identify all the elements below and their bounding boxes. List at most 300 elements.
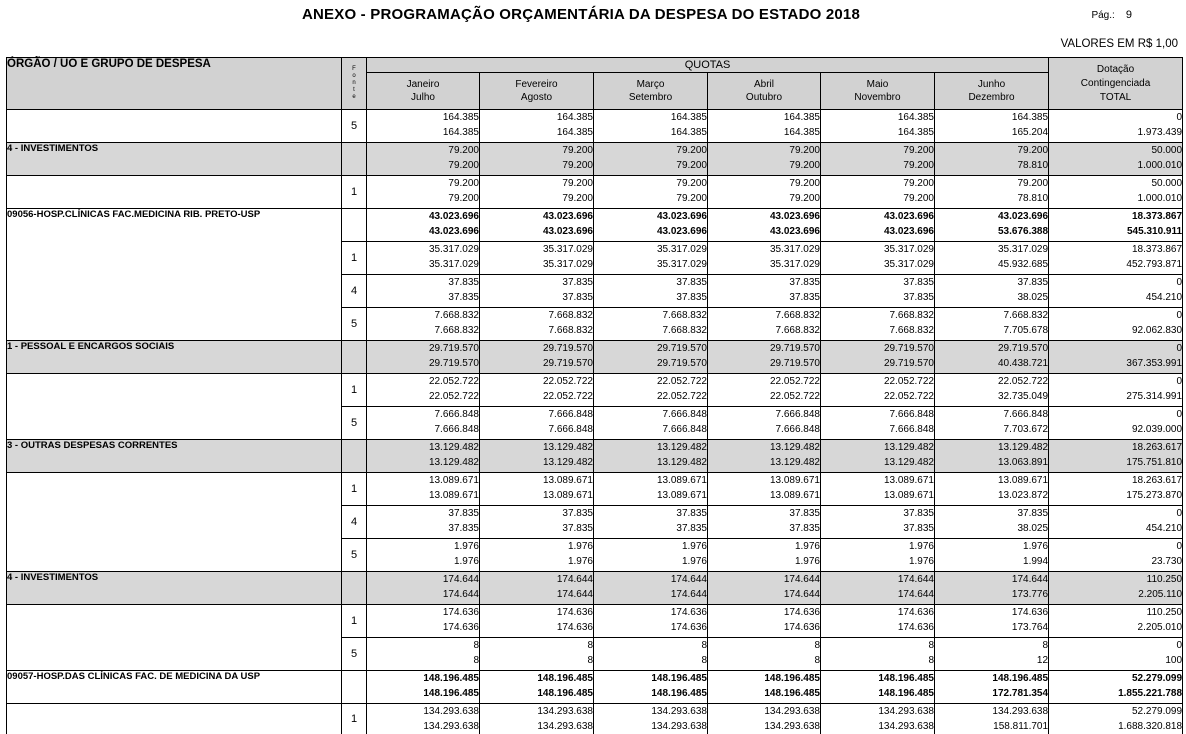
quota-cell [821,572,935,605]
quota-cell [708,341,821,374]
table-row [7,671,1183,704]
quota-cell [935,374,1049,407]
quota-cell [708,143,821,176]
quota-cell [935,242,1049,275]
column-header-dotacao: Dotação Contingenciada TOTAL [1049,58,1183,110]
row-label [7,176,342,209]
value-top: 174.644 [821,572,934,587]
value-top: 18.373.867 [1049,209,1182,224]
value-top: 110.250 [1049,605,1182,620]
value-bottom: 1.000.010 [1049,158,1182,173]
quota-cell [480,506,594,539]
row-label [7,638,342,671]
value-top: 13.129.482 [935,440,1048,455]
value-bottom: 13.089.671 [594,488,707,503]
value-top: 43.023.696 [821,209,934,224]
value-top: 1.976 [708,539,820,554]
value-top: 1.976 [367,539,479,554]
value-bottom: 8 [708,653,820,668]
quota-cell [367,704,480,734]
value-top: 43.023.696 [367,209,479,224]
table-row [7,176,1183,209]
value-top: 8 [708,638,820,653]
value-bottom: 78.810 [935,158,1048,173]
quota-cell [594,110,708,143]
value-bottom: 134.293.638 [708,719,820,734]
value-top: 0 [1049,341,1182,356]
budget-table [6,57,1183,734]
quota-cell [821,605,935,638]
total-cell [1049,110,1183,143]
value-top: 79.200 [594,176,707,191]
value-bottom: 134.293.638 [367,719,479,734]
row-label [7,506,342,539]
quota-cell [594,638,708,671]
total-cell [1049,473,1183,506]
value-top: 7.668.832 [367,308,479,323]
quota-cell [821,242,935,275]
value-top: 35.317.029 [367,242,479,257]
column-header-month: Maio Novembro [821,73,935,110]
value-bottom: 164.385 [708,125,820,140]
quota-cell [821,473,935,506]
quota-cell [480,308,594,341]
value-top: 79.200 [708,176,820,191]
value-top: 0 [1049,506,1182,521]
value-bottom: 1.688.320.818 [1049,719,1182,734]
quota-cell [594,539,708,572]
quota-cell [594,440,708,473]
quota-cell [480,638,594,671]
total-cell [1049,176,1183,209]
quota-cell [367,176,480,209]
value-bottom: 43.023.696 [708,224,820,239]
quota-cell [935,341,1049,374]
total-cell [1049,374,1183,407]
quota-cell [367,605,480,638]
value-top: 29.719.570 [821,341,934,356]
value-bottom: 79.200 [594,158,707,173]
quota-cell [594,506,708,539]
quota-cell [480,572,594,605]
table-row [7,473,1183,506]
value-top: 50.000 [1049,176,1182,191]
value-bottom: 174.644 [821,587,934,602]
value-top: 13.129.482 [480,440,593,455]
value-top: 7.666.848 [821,407,934,422]
value-bottom: 174.636 [821,620,934,635]
value-top: 164.385 [708,110,820,125]
quota-cell [821,176,935,209]
value-bottom: 148.196.485 [594,686,707,701]
page-number: 9 [1126,9,1132,21]
value-top: 134.293.638 [367,704,479,719]
value-bottom: 78.810 [935,191,1048,206]
total-cell [1049,143,1183,176]
value-top: 110.250 [1049,572,1182,587]
quota-cell [594,407,708,440]
total-cell [1049,242,1183,275]
quota-cell [480,209,594,242]
quota-cell [708,506,821,539]
row-label: 3 - OUTRAS DESPESAS CORRENTES [7,440,342,473]
value-top: 134.293.638 [480,704,593,719]
value-top: 174.636 [594,605,707,620]
value-top: 7.668.832 [935,308,1048,323]
value-bottom: 275.314.991 [1049,389,1182,404]
value-bottom: 158.811.701 [935,719,1048,734]
quota-cell [367,242,480,275]
value-bottom: 1.000.010 [1049,191,1182,206]
quota-cell [821,671,935,704]
fonte-cell: 5 [342,110,367,143]
value-bottom: 452.793.871 [1049,257,1182,272]
quota-cell [367,341,480,374]
quota-cell [708,110,821,143]
total-cell [1049,341,1183,374]
value-top: 18.263.617 [1049,473,1182,488]
value-bottom: 7.666.848 [480,422,593,437]
value-bottom: 13.129.482 [480,455,593,470]
table-row [7,539,1183,572]
value-bottom: 165.204 [935,125,1048,140]
table-row [7,407,1183,440]
quota-cell [594,143,708,176]
quota-cell [821,638,935,671]
value-bottom: 79.200 [821,158,934,173]
value-bottom: 7.668.832 [367,323,479,338]
value-top: 1.976 [935,539,1048,554]
value-top: 164.385 [935,110,1048,125]
value-top: 1.976 [821,539,934,554]
total-cell [1049,506,1183,539]
report-title: ANEXO - PROGRAMAÇÃO ORÇAMENTÁRIA DA DESPESA DO ESTADO 2018 [0,6,1186,23]
table-row [7,209,1183,242]
quota-cell [935,275,1049,308]
value-top: 148.196.485 [935,671,1048,686]
value-bottom: 32.735.049 [935,389,1048,404]
value-bottom: 29.719.570 [594,356,707,371]
value-bottom: 37.835 [480,521,593,536]
value-top: 174.644 [367,572,479,587]
quota-cell [708,275,821,308]
value-top: 22.052.722 [821,374,934,389]
quota-cell [594,308,708,341]
value-bottom: 174.644 [594,587,707,602]
value-bottom: 1.976 [821,554,934,569]
value-bottom: 37.835 [708,521,820,536]
table-row [7,704,1183,734]
quota-cell [367,110,480,143]
table-row [7,506,1183,539]
value-bottom: 2.205.010 [1049,620,1182,635]
value-top: 37.835 [367,506,479,521]
value-bottom: 8 [594,653,707,668]
quota-cell [367,539,480,572]
value-bottom: 7.668.832 [480,323,593,338]
quota-cell [594,275,708,308]
total-cell [1049,605,1183,638]
table-body [7,110,1183,734]
quota-cell [821,374,935,407]
fonte-cell [342,671,367,704]
value-top: 37.835 [935,506,1048,521]
quota-cell [594,572,708,605]
value-top: 79.200 [935,176,1048,191]
value-bottom: 37.835 [594,521,707,536]
value-top: 37.835 [821,506,934,521]
page-label: Pág.: [1091,10,1114,21]
value-bottom: 1.994 [935,554,1048,569]
value-bottom: 40.438.721 [935,356,1048,371]
value-bottom: 148.196.485 [821,686,934,701]
value-top: 37.835 [935,275,1048,290]
value-top: 29.719.570 [594,341,707,356]
value-bottom: 174.644 [708,587,820,602]
value-top: 35.317.029 [594,242,707,257]
quota-cell [480,704,594,734]
value-top: 29.719.570 [480,341,593,356]
quota-cell [594,671,708,704]
value-top: 35.317.029 [935,242,1048,257]
value-top: 7.666.848 [367,407,479,422]
currency-note: VALORES EM R$ 1,00 [1061,38,1178,50]
value-top: 8 [935,638,1048,653]
fonte-cell: 1 [342,704,367,734]
row-label: 4 - INVESTIMENTOS [7,143,342,176]
fonte-cell: 1 [342,176,367,209]
value-top: 8 [594,638,707,653]
value-bottom: 173.764 [935,620,1048,635]
quota-cell [935,572,1049,605]
quota-cell [594,605,708,638]
column-header-quotas: QUOTAS [367,58,1049,73]
value-bottom: 100 [1049,653,1182,668]
value-top: 174.636 [821,605,934,620]
value-top: 1.976 [480,539,593,554]
value-top: 174.644 [935,572,1048,587]
quota-cell [935,407,1049,440]
value-top: 37.835 [594,506,707,521]
quota-cell [480,671,594,704]
value-bottom: 79.200 [821,191,934,206]
table-row [7,374,1183,407]
quota-cell [821,440,935,473]
value-top: 13.089.671 [594,473,707,488]
value-bottom: 38.025 [935,290,1048,305]
value-bottom: 45.932.685 [935,257,1048,272]
row-label: 4 - INVESTIMENTOS [7,572,342,605]
quota-cell [480,473,594,506]
row-label [7,308,342,341]
quota-cell [935,110,1049,143]
value-top: 37.835 [708,275,820,290]
quota-cell [594,209,708,242]
quota-cell [708,572,821,605]
total-cell [1049,308,1183,341]
value-top: 8 [367,638,479,653]
value-top: 79.200 [821,143,934,158]
value-top: 79.200 [480,176,593,191]
quota-cell [367,506,480,539]
value-bottom: 13.089.671 [480,488,593,503]
quota-cell [708,605,821,638]
value-top: 79.200 [367,143,479,158]
value-bottom: 23.730 [1049,554,1182,569]
value-top: 52.279.099 [1049,671,1182,686]
total-cell [1049,440,1183,473]
value-bottom: 1.973.439 [1049,125,1182,140]
value-top: 22.052.722 [935,374,1048,389]
table-row [7,605,1183,638]
quota-cell [935,473,1049,506]
value-bottom: 43.023.696 [480,224,593,239]
quota-cell [708,242,821,275]
quota-cell [480,110,594,143]
value-bottom: 43.023.696 [594,224,707,239]
value-bottom: 13.129.482 [708,455,820,470]
value-top: 174.636 [480,605,593,620]
value-bottom: 7.666.848 [708,422,820,437]
fonte-cell [342,143,367,176]
column-header-month: Fevereiro Agosto [480,73,594,110]
value-top: 22.052.722 [367,374,479,389]
value-bottom: 134.293.638 [480,719,593,734]
value-top: 37.835 [708,506,820,521]
value-bottom: 8 [367,653,479,668]
value-bottom: 43.023.696 [367,224,479,239]
value-bottom: 13.089.671 [708,488,820,503]
value-bottom: 37.835 [708,290,820,305]
value-bottom: 22.052.722 [367,389,479,404]
fonte-cell: 1 [342,374,367,407]
quota-cell [594,473,708,506]
value-bottom: 134.293.638 [594,719,707,734]
value-bottom: 13.023.872 [935,488,1048,503]
value-bottom: 43.023.696 [821,224,934,239]
value-bottom: 29.719.570 [480,356,593,371]
quota-cell [367,308,480,341]
value-bottom: 172.781.354 [935,686,1048,701]
value-bottom: 92.062.830 [1049,323,1182,338]
row-label [7,704,342,734]
quota-cell [821,209,935,242]
value-top: 0 [1049,308,1182,323]
quota-cell [935,704,1049,734]
value-bottom: 35.317.029 [821,257,934,272]
row-label [7,275,342,308]
row-label [7,110,342,143]
quota-cell [935,209,1049,242]
value-bottom: 174.636 [480,620,593,635]
total-cell [1049,572,1183,605]
column-header-orgao: ÓRGÃO / UO E GRUPO DE DESPESA [7,58,342,110]
quota-cell [367,407,480,440]
value-top: 13.089.671 [480,473,593,488]
value-top: 22.052.722 [594,374,707,389]
quota-cell [821,539,935,572]
quota-cell [821,143,935,176]
column-header-month: Janeiro Julho [367,73,480,110]
value-bottom: 164.385 [821,125,934,140]
value-top: 0 [1049,374,1182,389]
table-header [7,58,1183,110]
value-top: 43.023.696 [708,209,820,224]
value-bottom: 7.668.832 [708,323,820,338]
quota-cell [935,539,1049,572]
total-cell [1049,275,1183,308]
fonte-cell: 1 [342,473,367,506]
value-top: 148.196.485 [594,671,707,686]
fonte-cell [342,572,367,605]
value-bottom: 29.719.570 [367,356,479,371]
value-bottom: 545.310.911 [1049,224,1182,239]
value-top: 79.200 [367,176,479,191]
value-top: 79.200 [708,143,820,158]
quota-cell [935,638,1049,671]
value-top: 174.644 [594,572,707,587]
quota-cell [367,209,480,242]
quota-cell [935,143,1049,176]
value-bottom: 22.052.722 [821,389,934,404]
value-top: 148.196.485 [367,671,479,686]
value-bottom: 38.025 [935,521,1048,536]
value-top: 13.089.671 [708,473,820,488]
fonte-cell [342,209,367,242]
value-top: 148.196.485 [821,671,934,686]
value-top: 13.129.482 [594,440,707,455]
quota-cell [935,605,1049,638]
quota-cell [708,638,821,671]
value-bottom: 8 [821,653,934,668]
fonte-cell: 1 [342,242,367,275]
value-bottom: 174.636 [708,620,820,635]
quota-cell [367,671,480,704]
value-top: 164.385 [594,110,707,125]
quota-cell [367,275,480,308]
value-bottom: 37.835 [480,290,593,305]
value-bottom: 13.129.482 [821,455,934,470]
quota-cell [480,374,594,407]
row-label [7,374,342,407]
quota-cell [708,209,821,242]
value-top: 174.636 [935,605,1048,620]
total-cell [1049,407,1183,440]
value-bottom: 79.200 [708,191,820,206]
value-top: 7.666.848 [480,407,593,422]
value-bottom: 13.089.671 [367,488,479,503]
value-bottom: 29.719.570 [821,356,934,371]
quota-cell [821,341,935,374]
value-top: 0 [1049,638,1182,653]
quota-cell [935,671,1049,704]
value-top: 37.835 [821,275,934,290]
value-top: 37.835 [367,275,479,290]
quota-cell [480,605,594,638]
value-bottom: 174.636 [594,620,707,635]
total-cell [1049,638,1183,671]
quota-cell [367,143,480,176]
quota-cell [367,638,480,671]
column-header-month: Março Setembro [594,73,708,110]
value-bottom: 13.089.671 [821,488,934,503]
quota-cell [935,506,1049,539]
value-bottom: 454.210 [1049,290,1182,305]
value-bottom: 7.666.848 [821,422,934,437]
value-top: 0 [1049,407,1182,422]
value-top: 7.668.832 [821,308,934,323]
value-top: 7.668.832 [480,308,593,323]
